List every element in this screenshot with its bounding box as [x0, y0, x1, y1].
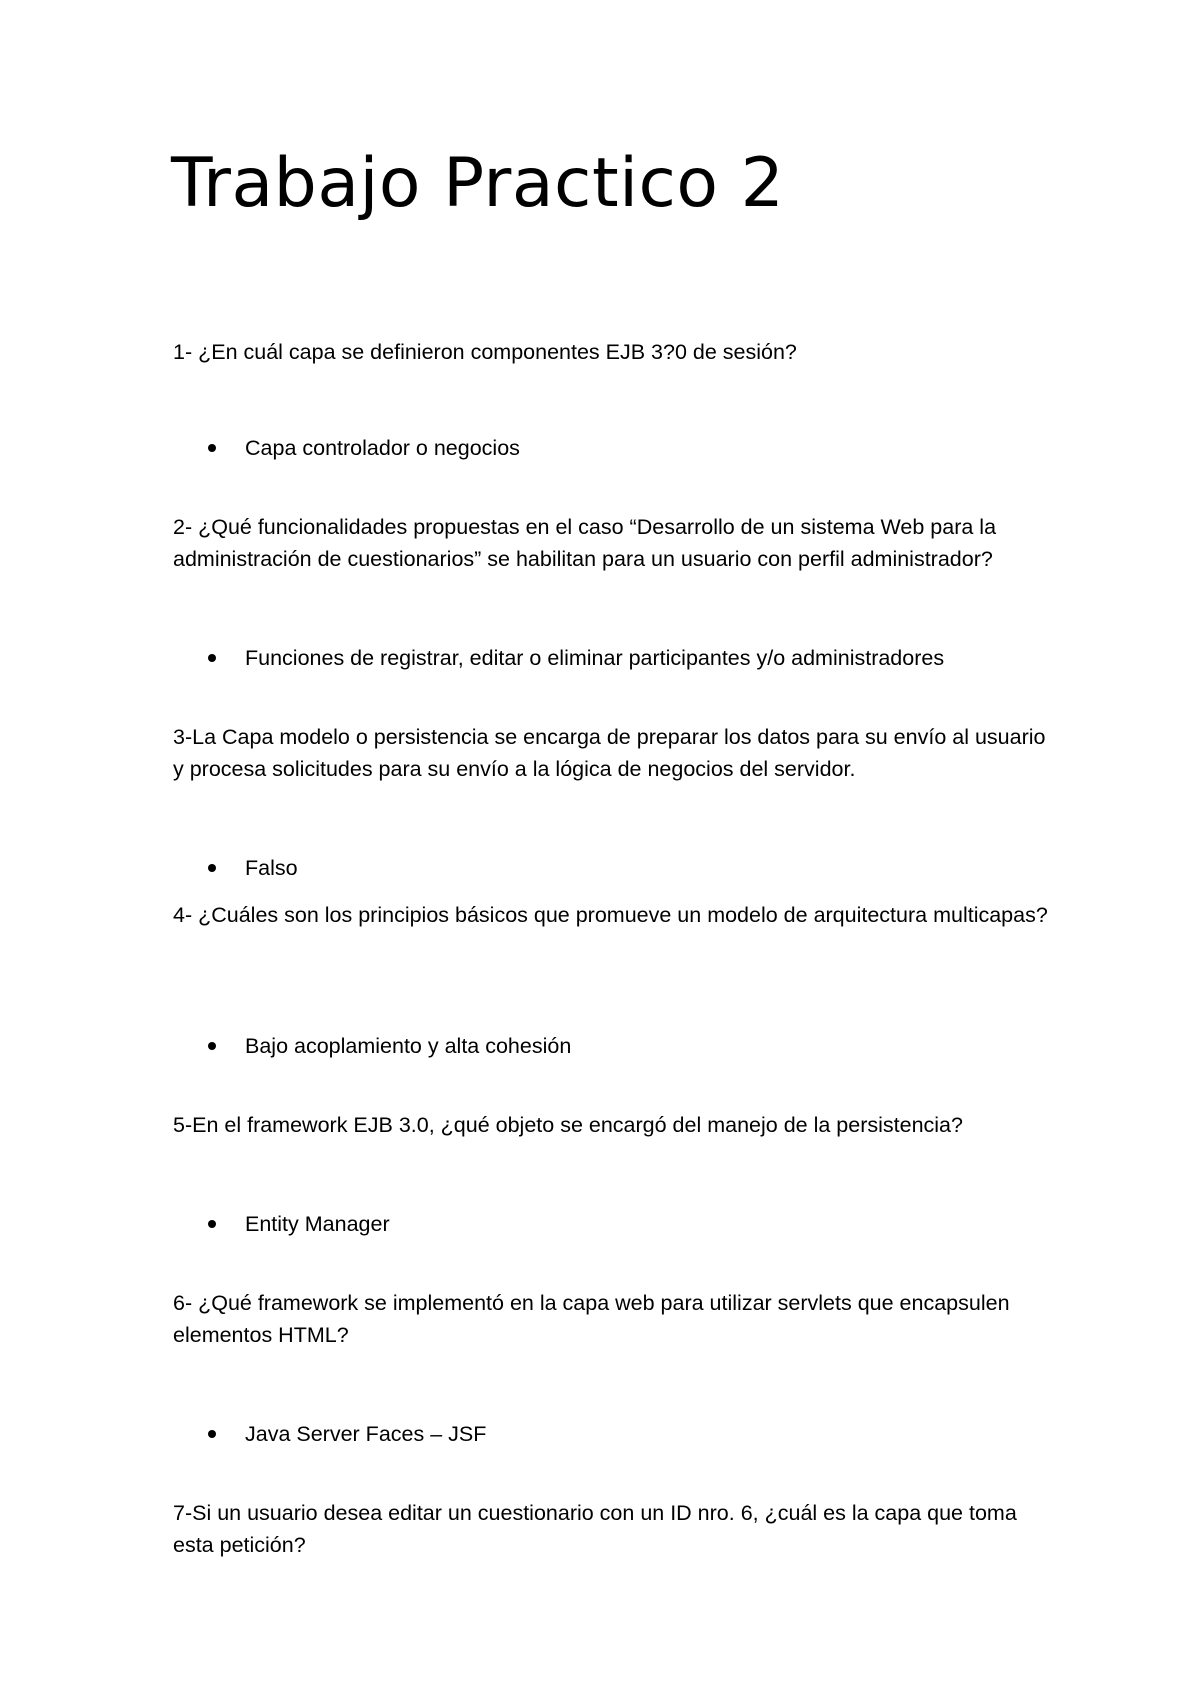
bullet-icon [208, 654, 216, 662]
question-3: 3-La Capa modelo o persistencia se encarga de preparar los datos para su envío al usuario y procesa solicitudes para su envío a la lógica de negocios del servidor. [173, 725, 1046, 781]
answer-3-text: Falso [245, 856, 298, 880]
answer-5-text: Entity Manager [245, 1212, 390, 1236]
question-6: 6- ¿Qué framework se implementó en la capa web para utilizar servlets que encapsulen elementos HTML? [173, 1291, 1010, 1347]
question-2: 2- ¿Qué funcionalidades propuestas en el caso “Desarrollo de un sistema Web para la administración de cuestionarios” se habilitan para un usuario con perfil administrador? [173, 515, 997, 571]
bullet-icon [208, 1220, 216, 1228]
answer-6-text: Java Server Faces – JSF [245, 1422, 487, 1446]
bullet-icon [208, 444, 216, 452]
bullet-icon [208, 864, 216, 872]
answer-1-text: Capa controlador o negocios [245, 436, 520, 460]
question-4: 4- ¿Cuáles son los principios básicos que promueve un modelo de arquitectura multicapas? [173, 903, 1048, 927]
bullet-icon [208, 1430, 216, 1438]
question-1: 1- ¿En cuál capa se definieron componentes EJB 3?0 de sesión? [173, 340, 797, 364]
page-title: Trabajo Practico 2 [171, 144, 785, 223]
bullet-icon [208, 1042, 216, 1050]
question-5: 5-En el framework EJB 3.0, ¿qué objeto se encargó del manejo de la persistencia? [173, 1113, 963, 1137]
answer-2-text: Funciones de registrar, editar o eliminar participantes y/o administradores [245, 646, 945, 670]
question-7: 7-Si un usuario desea editar un cuestionario con un ID nro. 6, ¿cuál es la capa que toma esta petición? [173, 1501, 1017, 1557]
answer-4-text: Bajo acoplamiento y alta cohesión [245, 1034, 572, 1058]
